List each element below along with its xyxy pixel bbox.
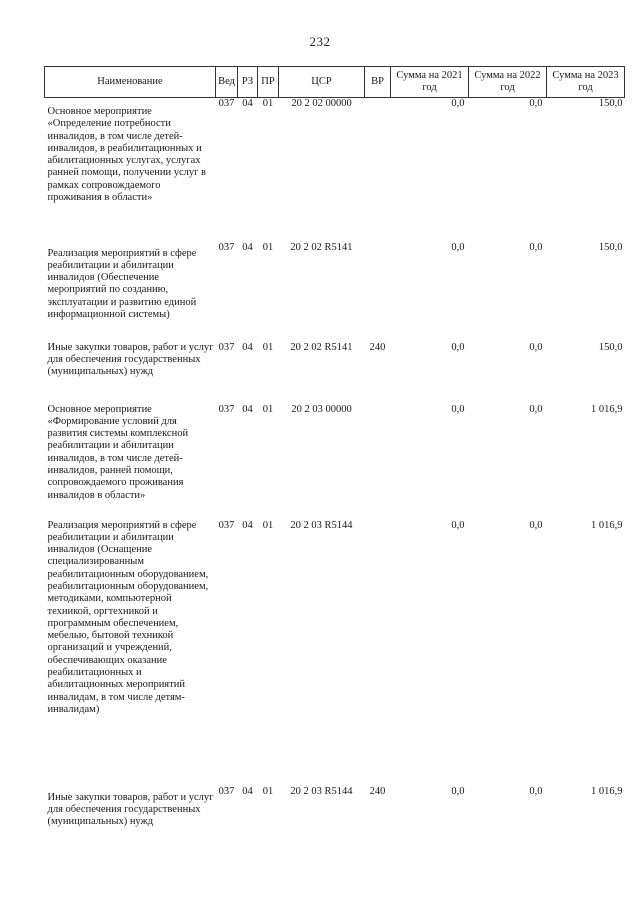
row-csr: 20 2 02 00000: [291, 98, 352, 109]
table-row: [45, 98, 625, 242]
row-ved: 037: [218, 785, 235, 797]
row-csr: 20 2 03 R5144: [290, 519, 353, 531]
row-name: Основное мероприятие «Формирование условий для развития системы комплексной реабилитации и абилитации инвалидов, в том числе детей-инвалидов, ранней помощи, сопровождаемого проживания инвалидов в области»: [47, 403, 189, 501]
header-rz: РЗ: [238, 67, 258, 98]
row-rz: 04: [242, 341, 253, 353]
row-sum-2022: 0,0: [529, 98, 543, 109]
row-sum-2021: 0,0: [451, 519, 465, 531]
header-vr: ВР: [365, 67, 391, 98]
page-number: 232: [309, 34, 331, 49]
row-vr: [365, 404, 391, 516]
row-sum-2021: 0,0: [451, 785, 465, 797]
row-vr: [365, 516, 391, 786]
table-header-row: [45, 67, 625, 98]
row-csr: 20 2 03 00000: [291, 403, 352, 415]
row-sum-2023: 1 016,9: [591, 519, 623, 531]
row-name: Реализация мероприятий в сфере реабилитации и абилитации инвалидов (Обеспечение мероприятий по созданию, эксплуатации и развитию единой информационной системы): [47, 247, 197, 320]
header-sum-2021: Сумма на 2021 год: [391, 67, 469, 98]
row-pr: 01: [262, 519, 274, 531]
header-sum-2022: Сумма на 2022 год: [469, 67, 547, 98]
row-ved: 037: [218, 403, 235, 415]
row-pr: 01: [262, 341, 274, 353]
row-sum-2023: 150,0: [598, 98, 623, 109]
row-sum-2022: 0,0: [529, 403, 543, 415]
row-rz: 04: [242, 241, 253, 253]
row-sum-2023: 1 016,9: [591, 403, 623, 415]
row-pr: 01: [262, 98, 274, 109]
header-ved: Вед: [216, 67, 238, 98]
row-rz: 04: [242, 403, 253, 415]
row-csr: 20 2 03 R5144: [290, 785, 353, 797]
row-vr: [365, 98, 391, 242]
row-csr: 20 2 02 R5141: [290, 241, 353, 253]
row-sum-2021: 0,0: [451, 98, 465, 109]
table-row: [45, 242, 625, 342]
table-row: [45, 786, 625, 848]
row-name: Реализация мероприятий в сфере реабилитации и абилитации инвалидов (Оснащение специализированным реабилитационным оборудованием, реабилитационным оборудованием, методиками, компьютерной техникой, оргтехникой и программным обеспечением, мебелью, бытовой техникой организаций и учреждений, обеспечивающих оказание реабилитационных и абилитационных мероприятий инвалидам, в том числе детям-инвалидам): [47, 519, 209, 715]
row-sum-2022: 0,0: [529, 241, 543, 253]
row-ved: 037: [218, 341, 235, 353]
row-name: Иные закупки товаров, работ и услуг для обеспечения государственных (муниципальных) нужд: [47, 341, 214, 378]
row-ved: 037: [218, 98, 235, 109]
table-row: [45, 516, 625, 786]
table-row: [45, 404, 625, 516]
row-sum-2022: 0,0: [529, 785, 543, 797]
row-sum-2022: 0,0: [529, 519, 543, 531]
row-sum-2022: 0,0: [529, 341, 543, 353]
header-csr: ЦСР: [279, 67, 365, 98]
row-pr: 01: [262, 403, 274, 415]
header-name: Наименование: [45, 67, 216, 98]
row-vr: 240: [369, 785, 386, 797]
header-pr: ПР: [258, 67, 279, 98]
row-csr: 20 2 02 R5141: [290, 341, 353, 353]
row-name: Иные закупки товаров, работ и услуг для обеспечения государственных (муниципальных) нужд: [47, 791, 214, 828]
row-pr: 01: [262, 241, 274, 253]
row-rz: 04: [242, 98, 253, 109]
row-rz: 04: [242, 785, 253, 797]
row-rz: 04: [242, 519, 253, 531]
row-vr: 240: [369, 341, 386, 353]
row-ved: 037: [218, 241, 235, 253]
row-name: Основное мероприятие «Определение потребности инвалидов, в том числе детей-инвалидов, в реабилитационных и абилитационных услугах, услугах ранней помощи, получении услуг в рамках сопровождаемого проживания в области»: [47, 106, 207, 204]
budget-table: [44, 66, 625, 848]
row-sum-2023: 150,0: [598, 241, 623, 253]
row-sum-2021: 0,0: [451, 241, 465, 253]
header-sum-2023: Сумма на 2023 год: [547, 67, 625, 98]
row-vr: [365, 242, 391, 342]
row-sum-2021: 0,0: [451, 341, 465, 353]
table-row: [45, 342, 625, 404]
row-sum-2023: 1 016,9: [591, 785, 623, 797]
row-pr: 01: [262, 785, 274, 797]
row-sum-2023: 150,0: [598, 341, 623, 353]
row-ved: 037: [218, 519, 235, 531]
row-sum-2021: 0,0: [451, 403, 465, 415]
